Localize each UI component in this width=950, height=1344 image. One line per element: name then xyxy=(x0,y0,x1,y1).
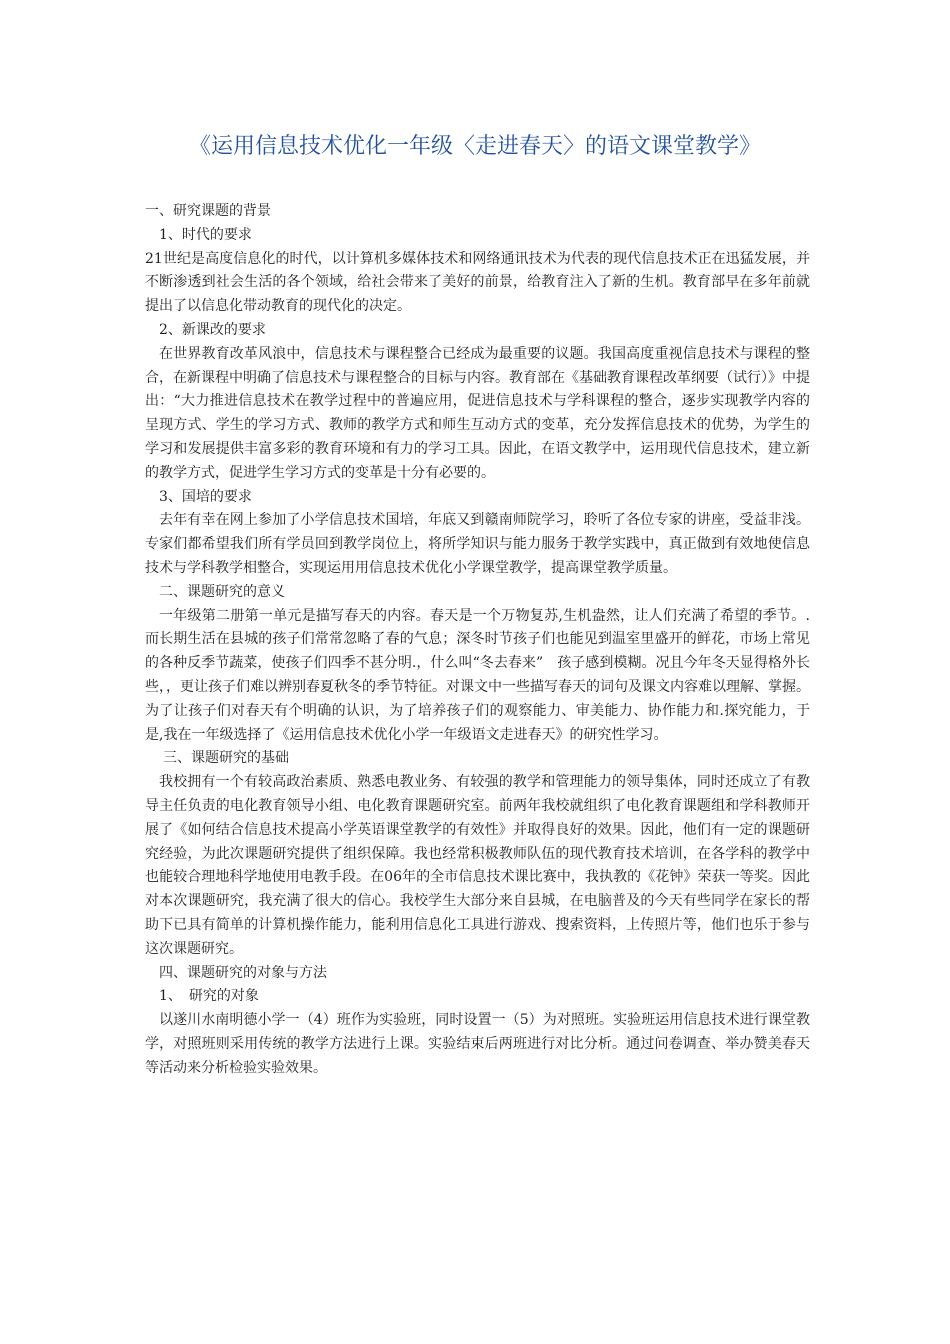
section-heading-foundation: 三、课题研究的基础 xyxy=(163,750,289,767)
document-title: 《运用信息技术优化一年级〈走进春天〉的语文课堂教学》 xyxy=(188,134,761,159)
section-heading-significance: 二、课题研究的意义 xyxy=(159,583,285,600)
section-heading-background: 一、研究课题的背景 xyxy=(145,203,271,219)
subheading-era-requirement: 1、时代的要求 xyxy=(159,226,252,243)
paragraph-curriculum-reform: 在世界教育改革风浪中，信息技术与课程整合已经成为最重要的议题。我国高度重视信息技术与课程的整合，在新课程中明确了信息技术与课程整合的目标与内容。教育部在《基础教育课程改革纲要（试行）》中提出：“大力推进信息技术在教学过程中的普遍应用，促进信息技术与学科课程的整合，逐步实现教学内容的呈现方式、学生的学习方式、教师的教学方式和师生互动方式的变革，充分发挥信息技术的优势，为学生的学习和发展提供丰富多彩的教育环境和有力的学习工具。因此，在语文教学中，运用现代信息技术，建立新的教学方式，促进学生学习方式的变革是十分有必要的。 xyxy=(145,345,810,481)
subheading-national-training: 3、国培的要求 xyxy=(159,488,252,505)
paragraph-significance: 一年级第二册第一单元是描写春天的内容。春天是一个万物复苏,生机盎然，让人们充满了希望的季节。.而长期生活在县城的孩子们常常忽略了春的气息；深冬时节孩子们也能见到温室里盛开的鲜花，市场上常见的各种反季节蔬菜，使孩子们四季不甚分明.，什么叫“冬去春来” 孩子感到模糊。况且今年冬天显得格外长些，，更让孩子们难以辨别春夏秋冬的季节特征。对课文中一些描写春天的词句及课文内容难以理解、掌握。为了让孩子们对春天有个明确的认识，为了培养孩子们的观察能力、审美能力、协作能力和.探究能力，于是,我在一年级选择了《运用信息技术优化小学一年级语文走进春天》的研究性学习。 xyxy=(145,607,810,743)
subheading-research-objects: 1、 研究的对象 xyxy=(159,988,259,1005)
section-heading-objects-methods: 四、课题研究的对象与方法 xyxy=(159,964,327,981)
document-body xyxy=(145,200,810,1080)
paragraph-era-requirement: 21世纪是高度信息化的时代，以计算机多媒体技术和网络通讯技术为代表的现代信息技术正在迅猛发展，并不断渗透到社会生活的各个领域，给社会带来了美好的前景，给教育注入了新的生机。教育部早在多年前就提出了以信息化带动教育的现代化的决定。 xyxy=(145,250,810,315)
paragraph-foundation: 我校拥有一个有较高政治素质、熟悉电教业务、有较强的教学和管理能力的领导集体，同时还成立了有教导主任负责的电化教育领导小组、电化教育课题研究室。前两年我校就组织了电化教育课题组和学科教师开展了《如何结合信息技术提高小学英语课堂教学的有效性》并取得良好的效果。因此，他们有一定的课题研究经验，为此次课题研究提供了组织保障。我也经常积极教师队伍的现代教育技术培训，在各学科的教学中也能较合理地科学地使用电教手段。在06年的全市信息技术课比赛中，我执教的《花钟》荣获一等奖。因此对本次课题研究，我充满了很大的信心。我校学生大部分来自县城，在电脑普及的今天有些同学在家长的帮助下已具有简单的计算机操作能力，能利用信息化工具进行游戏、搜索资料，上传照片等，他们也乐于参与这次课题研究。 xyxy=(145,774,810,957)
subheading-curriculum-reform: 2、新课改的要求 xyxy=(159,321,266,338)
paragraph-national-training: 去年有幸在网上参加了小学信息技术国培，年底又到赣南师院学习，聆听了各位专家的讲座，受益非浅。专家们都希望我们所有学员回到教学岗位上，将所学知识与能力服务于教学实践中，真正做到有效地使信息技术与学科教学相整合，实现运用用信息技术优化小学课堂教学，提高课堂教学质量。 xyxy=(145,512,810,576)
paragraph-research-objects: 以遂川水南明德小学一（4）班作为实验班，同时设置一（5）为对照班。实验班运用信息技术进行课堂教学，对照班则采用传统的教学方法进行上课。实验结束后两班进行对比分析。通过问卷调查、举办赞美春天等活动来分析检验实验效果。 xyxy=(145,1012,810,1076)
